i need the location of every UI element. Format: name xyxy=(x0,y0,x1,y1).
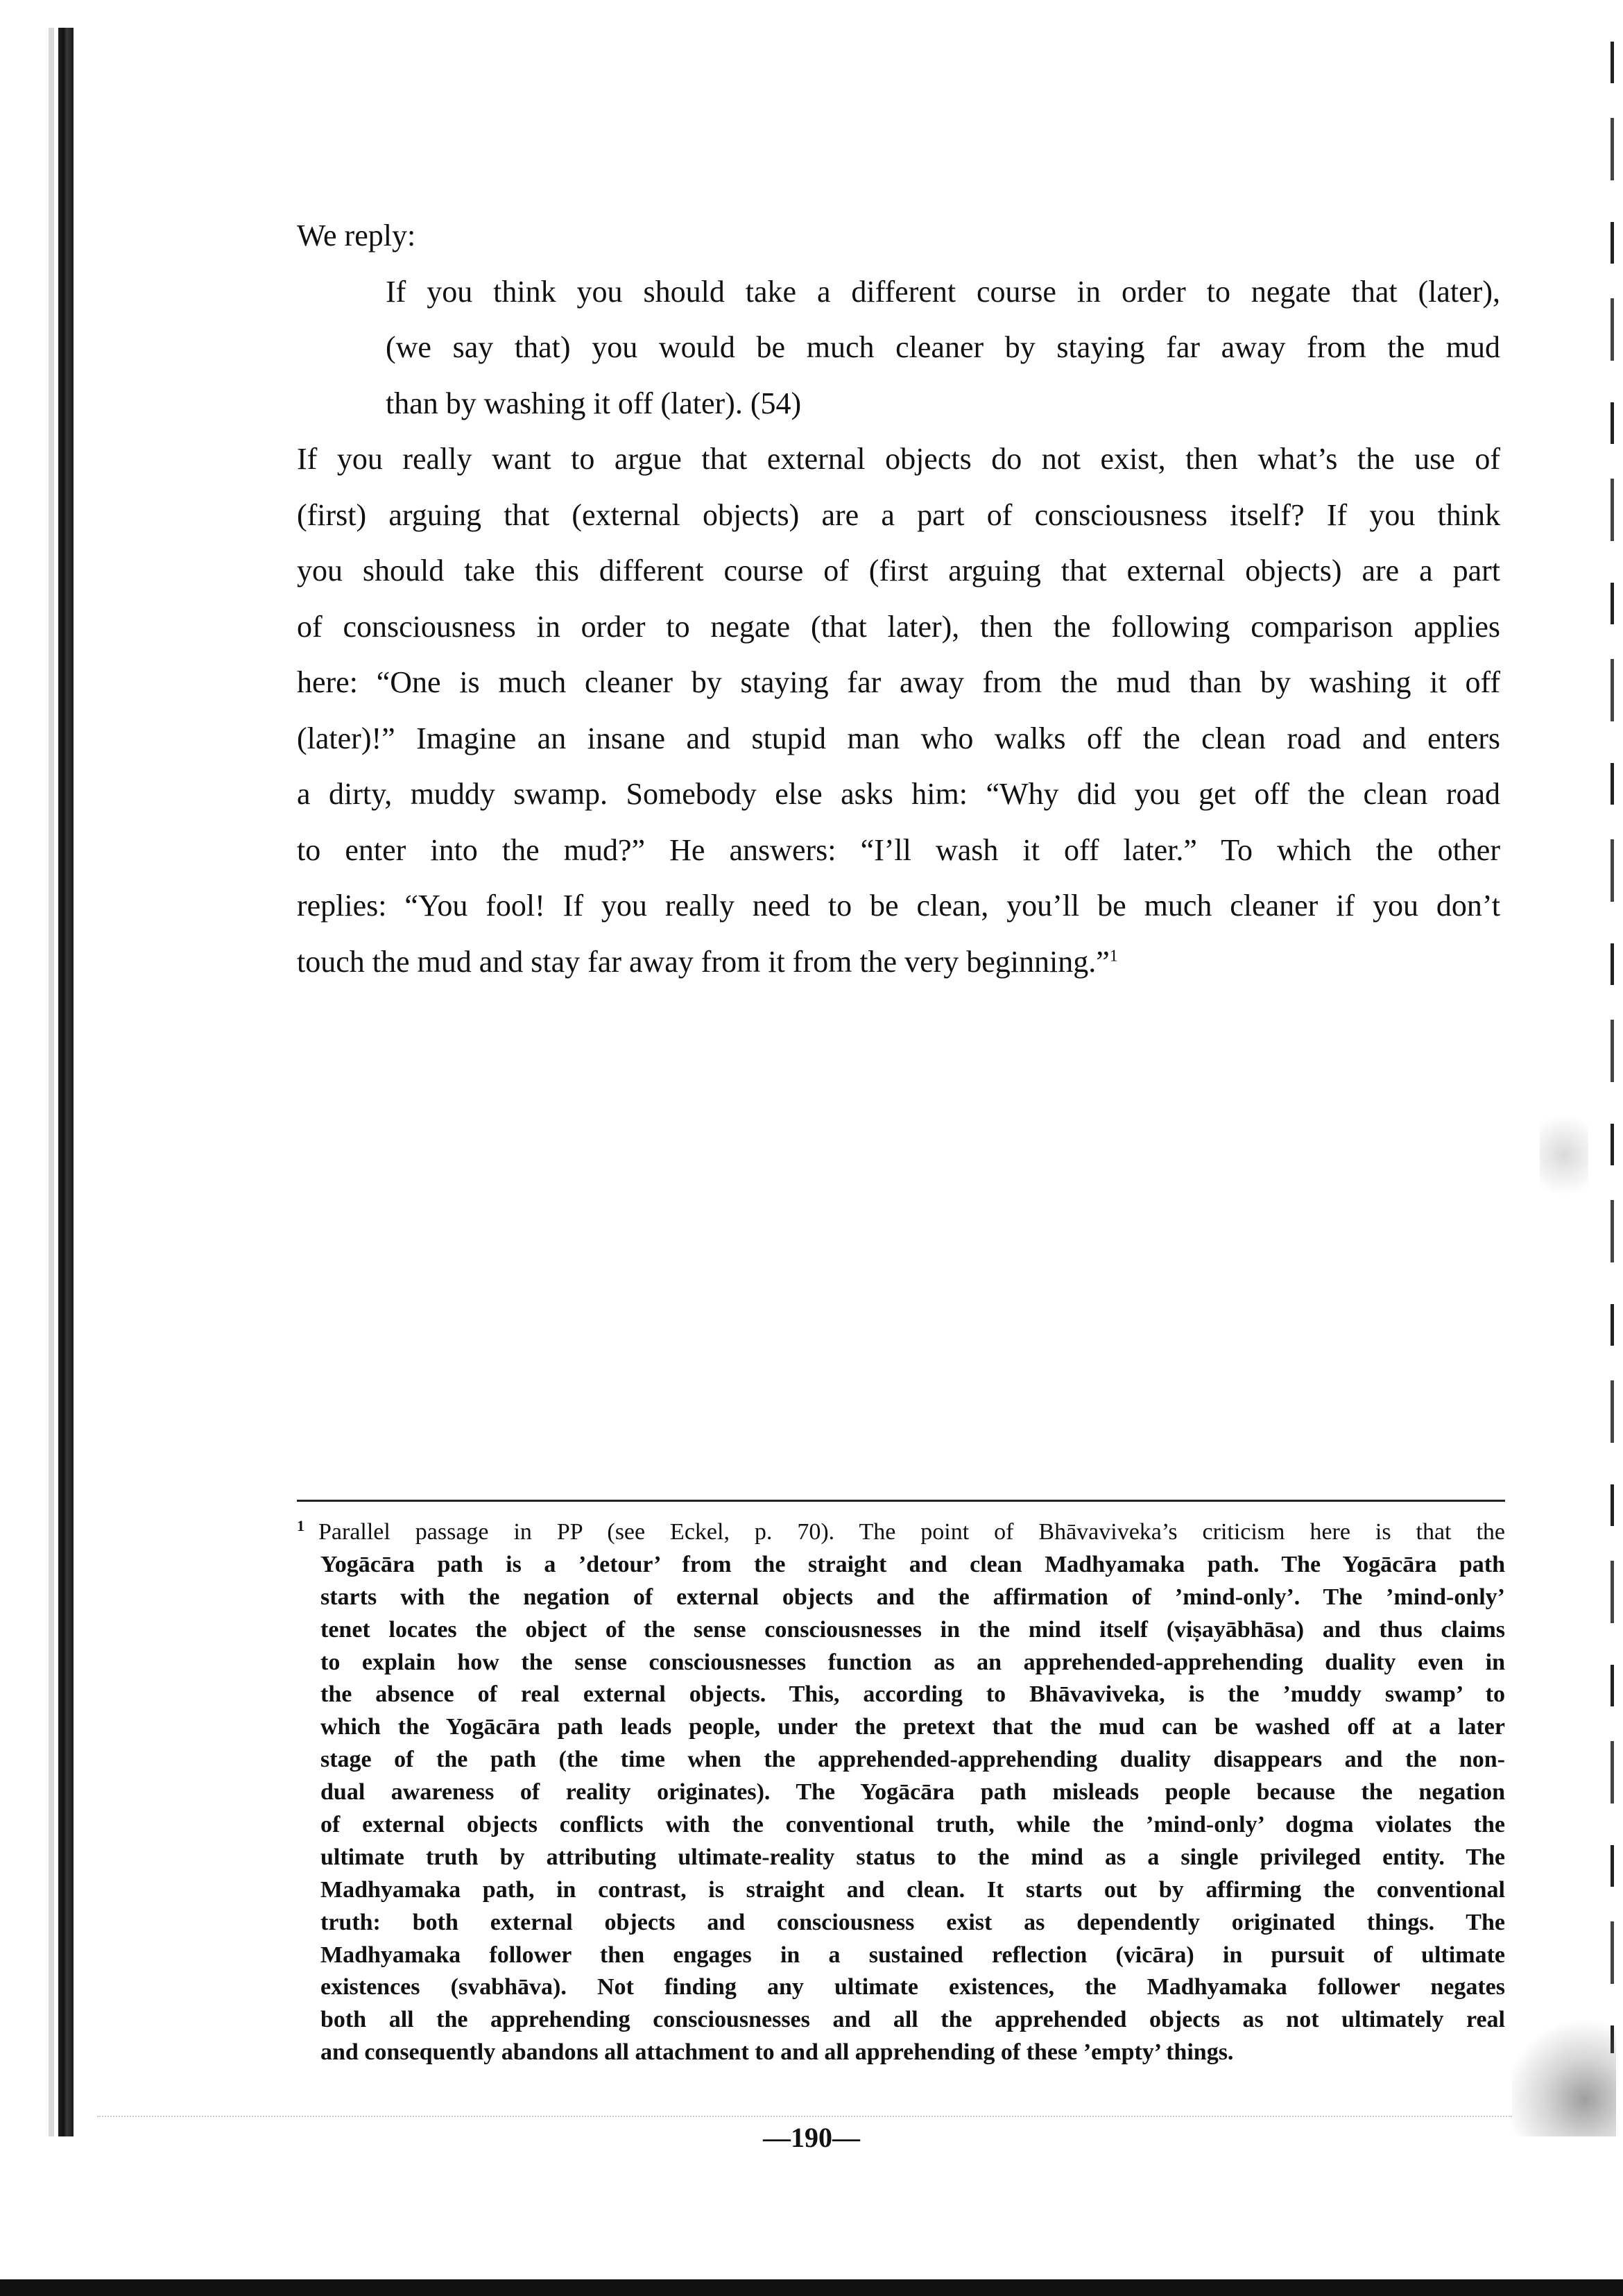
paragraph-line: to enter into the mud?” He answers: “I’ll wash it off later.” To which the other xyxy=(297,832,1500,867)
footnote-line: which the Yogācāra path leads people, under the pretext that the mud can be washed off at a later xyxy=(320,1714,1505,1740)
footnote-line: tenet locates the object of the sense consciousnesses in the mind itself (viṣayābhāsa) and thus claims xyxy=(320,1616,1505,1643)
verse-line: (we say that) you would be much cleaner by staying far away from the mud xyxy=(386,330,1500,364)
footnote-line: and consequently abandons all attachment to and all apprehending of these ’empty’ things. xyxy=(320,2039,1234,2066)
paragraph-line-last xyxy=(297,934,1500,991)
footnote-line-text: Parallel passage in PP (see Eckel, p. 70). The point of Bhāvaviveka’s criticism here is that the xyxy=(318,1519,1505,1545)
footnote-line-first xyxy=(297,1516,1505,1549)
footnote-rule xyxy=(297,1500,1505,1502)
footnote-line: ultimate truth by attributing ultimate-reality status to the mind as a single privileged entity. The xyxy=(320,1844,1505,1870)
footnote-line: the absence of real external objects. This, according to Bhāvaviveka, is the ’muddy swamp’ to xyxy=(320,1681,1505,1708)
footnote-line: Madhyamaka follower then engages in a sustained reflection (vicāra) in pursuit of ultimate xyxy=(320,1942,1505,1968)
body-paragraph xyxy=(297,431,1500,990)
paragraph-line: you should take this different course of (first arguing that external objects) are a part xyxy=(297,554,1500,588)
footnote-line: Yogācāra path is a ’detour’ from the straight and clean Madhyamaka path. The Yogācāra path xyxy=(320,1551,1505,1577)
verse-line: If you think you should take a different course in order to negate that (later), xyxy=(386,274,1500,309)
footnote-line: stage of the path (the time when the apprehended-apprehending duality disappears and the non- xyxy=(320,1747,1505,1773)
footnote-line: starts with the negation of external objects and the affirmation of ’mind-only’. The ’mind-only’ xyxy=(320,1584,1505,1610)
footnote-line: existences (svabhāva). Not finding any ultimate existences, the Madhyamaka follower negates xyxy=(320,1974,1505,2001)
scan-speckle-small xyxy=(1540,1103,1588,1207)
footnote-line: to explain how the sense consciousnesses function as an apprehended-apprehending duality even in xyxy=(320,1649,1505,1675)
paragraph-line: here: “One is much cleaner by staying far away from the mud than by washing it off xyxy=(297,665,1500,699)
paragraph-line: replies: “You fool! If you really need to be clean, you’ll be much cleaner if you don’t xyxy=(297,889,1500,923)
footnote-reference[interactable]: 1 xyxy=(1109,946,1118,965)
footnote-line: dual awareness of reality originates). The Yogācāra path misleads people because the negation xyxy=(320,1779,1505,1806)
footnote-line: of external objects conflicts with the conventional truth, while the ’mind-only’ dogma violates the xyxy=(320,1812,1505,1838)
footnote-line: both all the apprehending consciousnesses and all the apprehended objects as not ultimately real xyxy=(320,2007,1505,2033)
scan-right-edge xyxy=(1611,42,1614,2053)
verse-block xyxy=(297,264,1500,432)
footnote-line: Madhyamaka path, in contrast, is straight and clean. It starts out by affirming the conventional xyxy=(320,1876,1505,1903)
footnote xyxy=(297,1516,1505,2069)
page-number: —190— xyxy=(763,2122,860,2153)
paragraph-line: of consciousness in order to negate (that later), then the following comparison applies xyxy=(297,609,1500,644)
footnote-marker: 1 xyxy=(297,1516,304,1534)
scan-dotted-line xyxy=(97,2116,1512,2117)
binding-edge xyxy=(58,28,74,2136)
paragraph-line: (first) arguing that (external objects) are a part of consciousness itself? If you think xyxy=(297,497,1500,532)
verse-line: than by washing it off (later). (54) xyxy=(386,386,802,420)
main-text xyxy=(297,208,1500,990)
paragraph-line: (later)!” Imagine an insane and stupid man who walks off the clean road and enters xyxy=(297,721,1500,755)
footnote-line: truth: both external objects and consciousness exist as dependently originated things. The xyxy=(320,1909,1505,1935)
paragraph-line: If you really want to argue that external objects do not exist, then what’s the use of xyxy=(297,442,1500,476)
lead-line: We reply: xyxy=(297,219,416,252)
scan-speckle xyxy=(1512,2012,1616,2136)
scan-margin-shadow xyxy=(49,28,54,2136)
paragraph-line: a dirty, muddy swamp. Somebody else asks him: “Why did you get off the clean road xyxy=(297,777,1500,811)
paragraph-line-text: touch the mud and stay far away from it from the very beginning.” xyxy=(297,944,1110,979)
scan-bottom-edge xyxy=(0,2279,1623,2296)
